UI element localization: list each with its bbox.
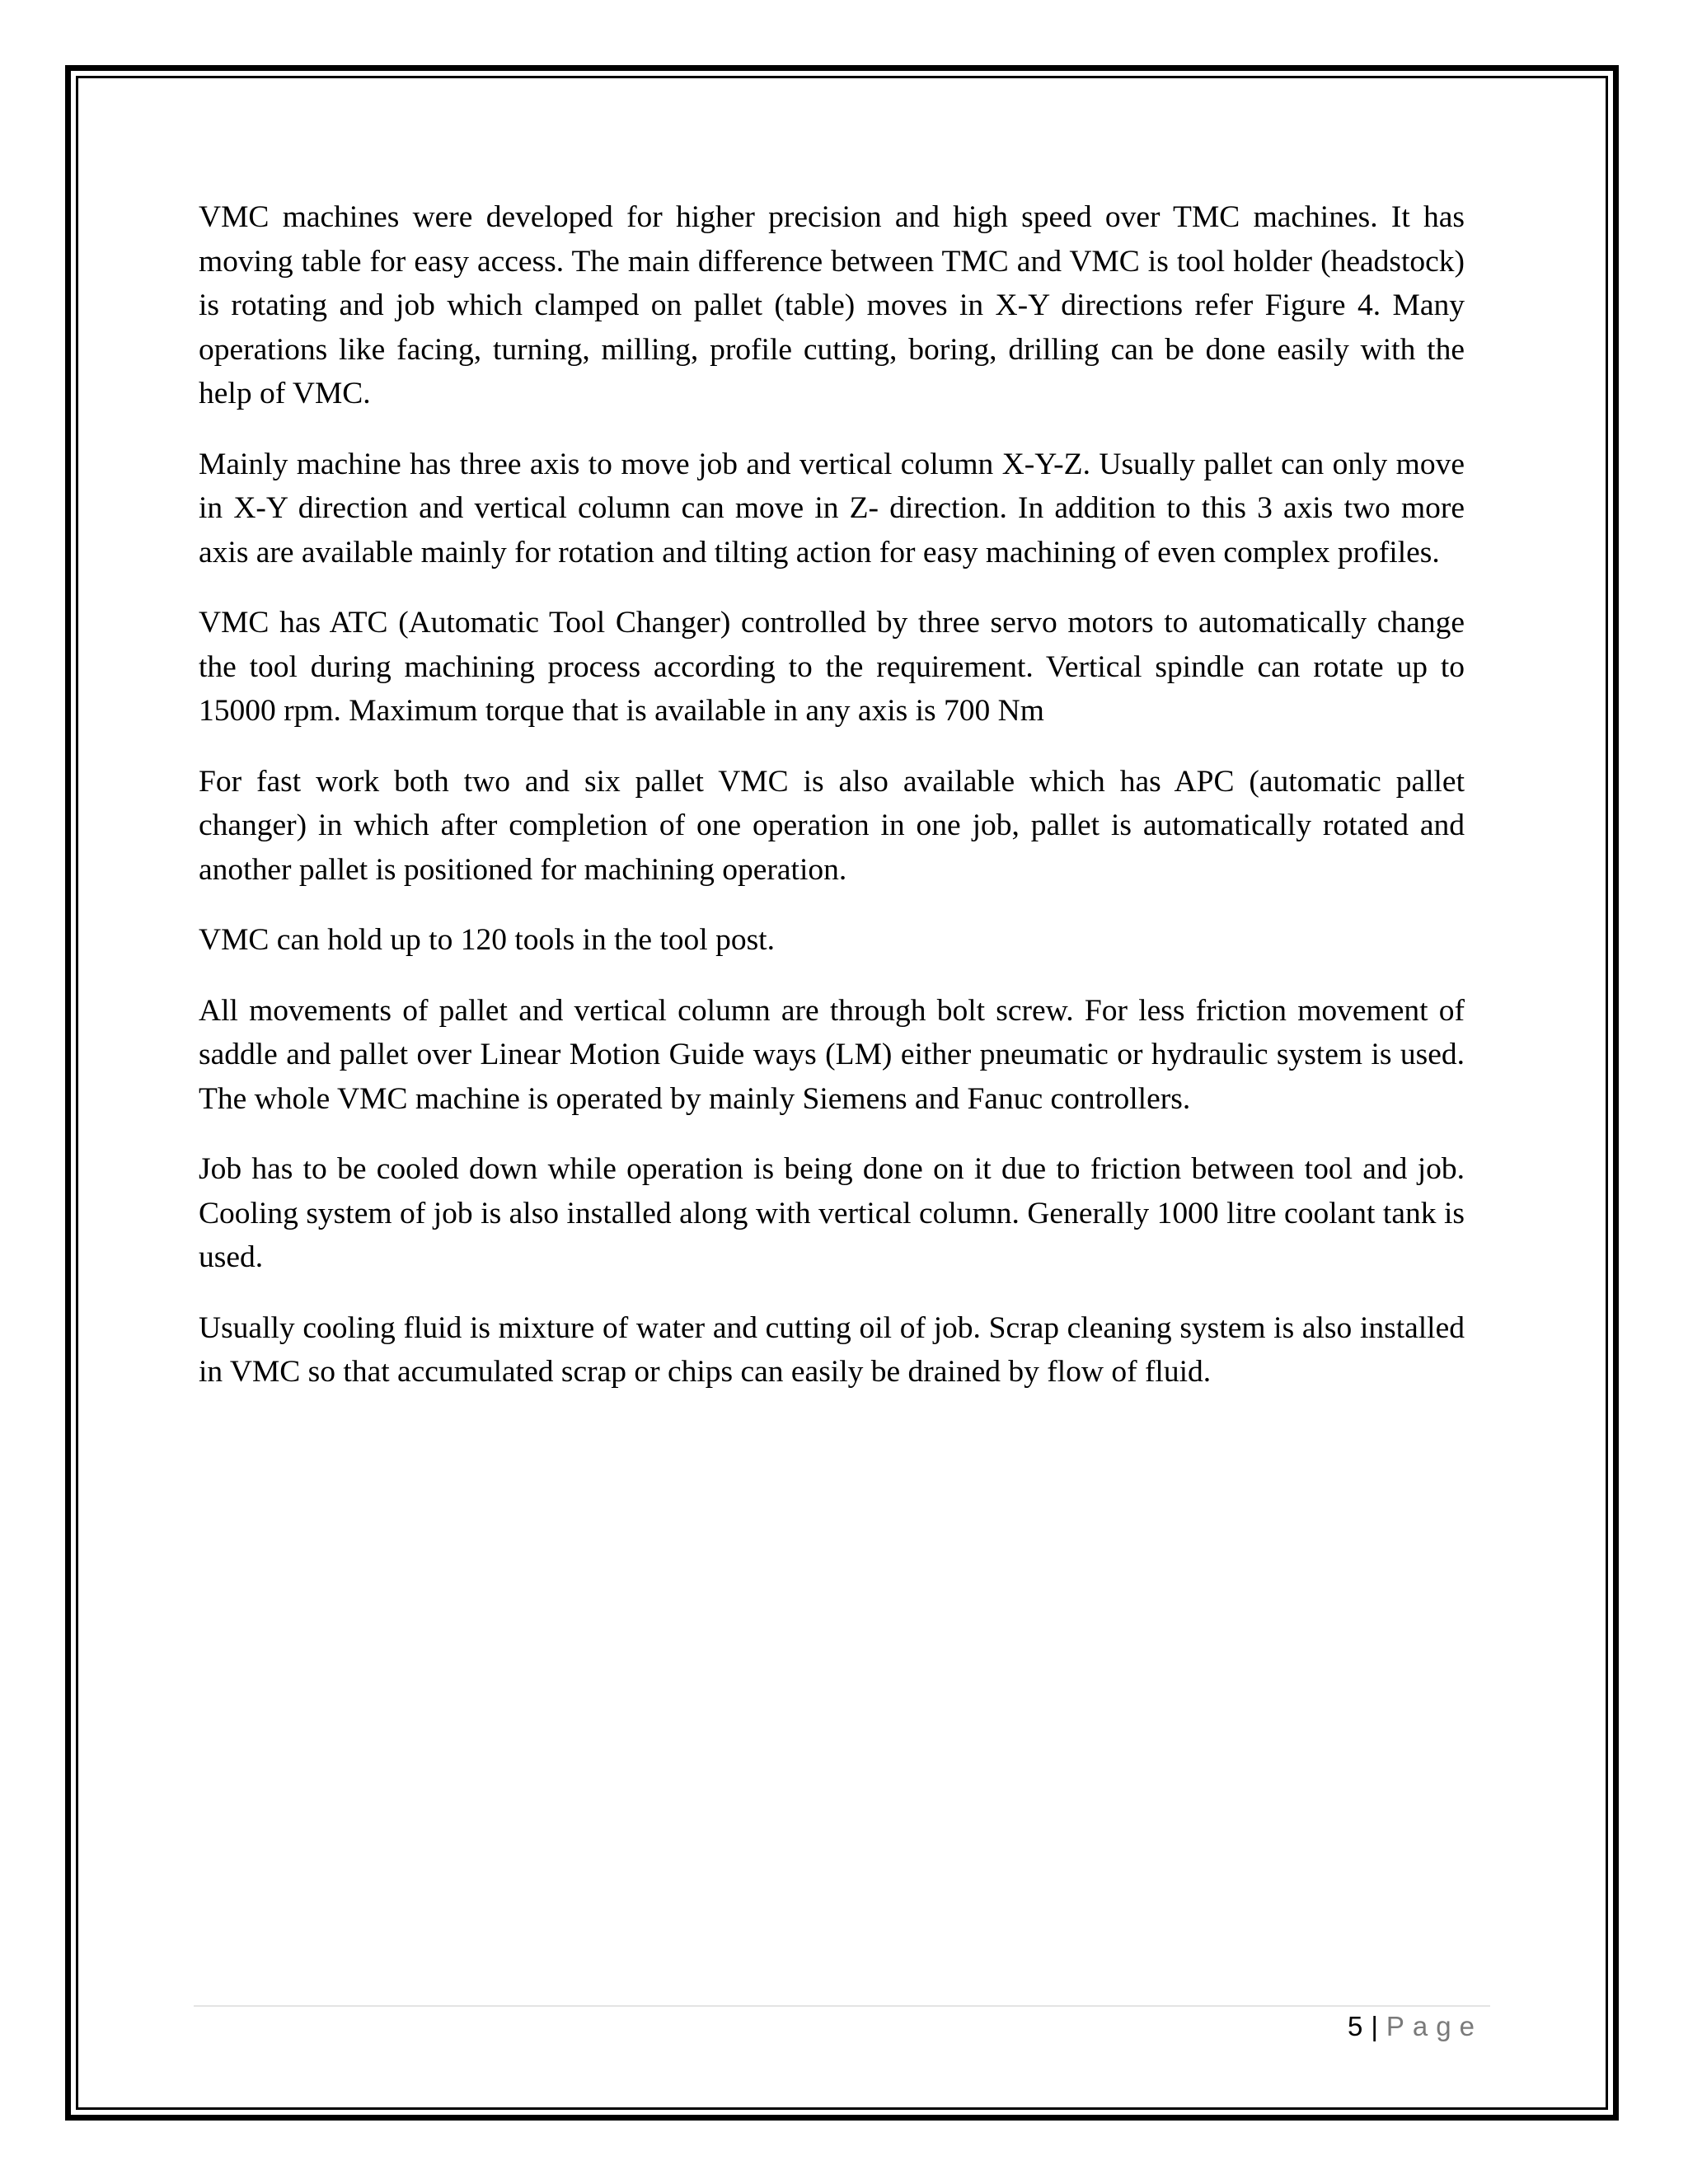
paragraph-movements: All movements of pallet and vertical column are through bolt screw. For less friction movement of saddle and pallet over Linear Motion Guide ways (LM) either pneumatic or hydraulic system is used. The whole VMC machine is operated by mainly Siemens and Fanuc controllers. [199, 993, 1465, 1116]
page-number: 5 [1347, 2011, 1363, 2041]
paragraph-cooling-system: Job has to be cooled down while operation is being done on it due to friction between tool and job. Cooling system of job is also installed along with vertical column. Generally 1000 litre coolant tank is used. [199, 1152, 1465, 1274]
paragraph-tool-capacity: VMC can hold up to 120 tools in the tool post. [199, 923, 775, 957]
paragraph-cooling-fluid: Usually cooling fluid is mixture of water and cutting oil of job. Scrap cleaning system is also installed in VMC so that accumulated scrap or chips can easily be drained by flow of fluid. [199, 1310, 1465, 1389]
document-body [199, 195, 1465, 1421]
paragraph-vmc-overview: VMC machines were developed for higher precision and high speed over TMC machines. It has moving table for easy access. The main difference between TMC and VMC is tool holder (headstock) is rotating and job which clamped on pallet (table) moves in X-Y directions refer Figure 4. Many operations like facing, turning, milling, profile cutting, boring, drilling can be done easily with the help of VMC. [199, 200, 1465, 410]
footer-separator: | [1371, 2011, 1378, 2041]
paragraph-axes: Mainly machine has three axis to move job and vertical column X-Y-Z. Usually pallet can only move in X-Y direction and vertical column can move in Z- direction. In addition to this 3 axis two more axis are available mainly for rotation and tilting action for easy machining of even complex profiles. [199, 447, 1465, 569]
page-footer [1348, 2011, 1483, 2042]
page-label: Page [1386, 2011, 1483, 2041]
footer-divider [194, 2005, 1490, 2007]
paragraph-atc: VMC has ATC (Automatic Tool Changer) controlled by three servo motors to automatically change the tool during machining process according to the requirement. Vertical spindle can rotate up to 15000 rpm. Maximum torque that is available in any axis is 700 Nm [199, 606, 1465, 728]
paragraph-apc: For fast work both two and six pallet VMC is also available which has APC (automatic pallet changer) in which after completion of one operation in one job, pallet is automatically rotated and another pallet is positioned for machining operation. [199, 764, 1465, 887]
